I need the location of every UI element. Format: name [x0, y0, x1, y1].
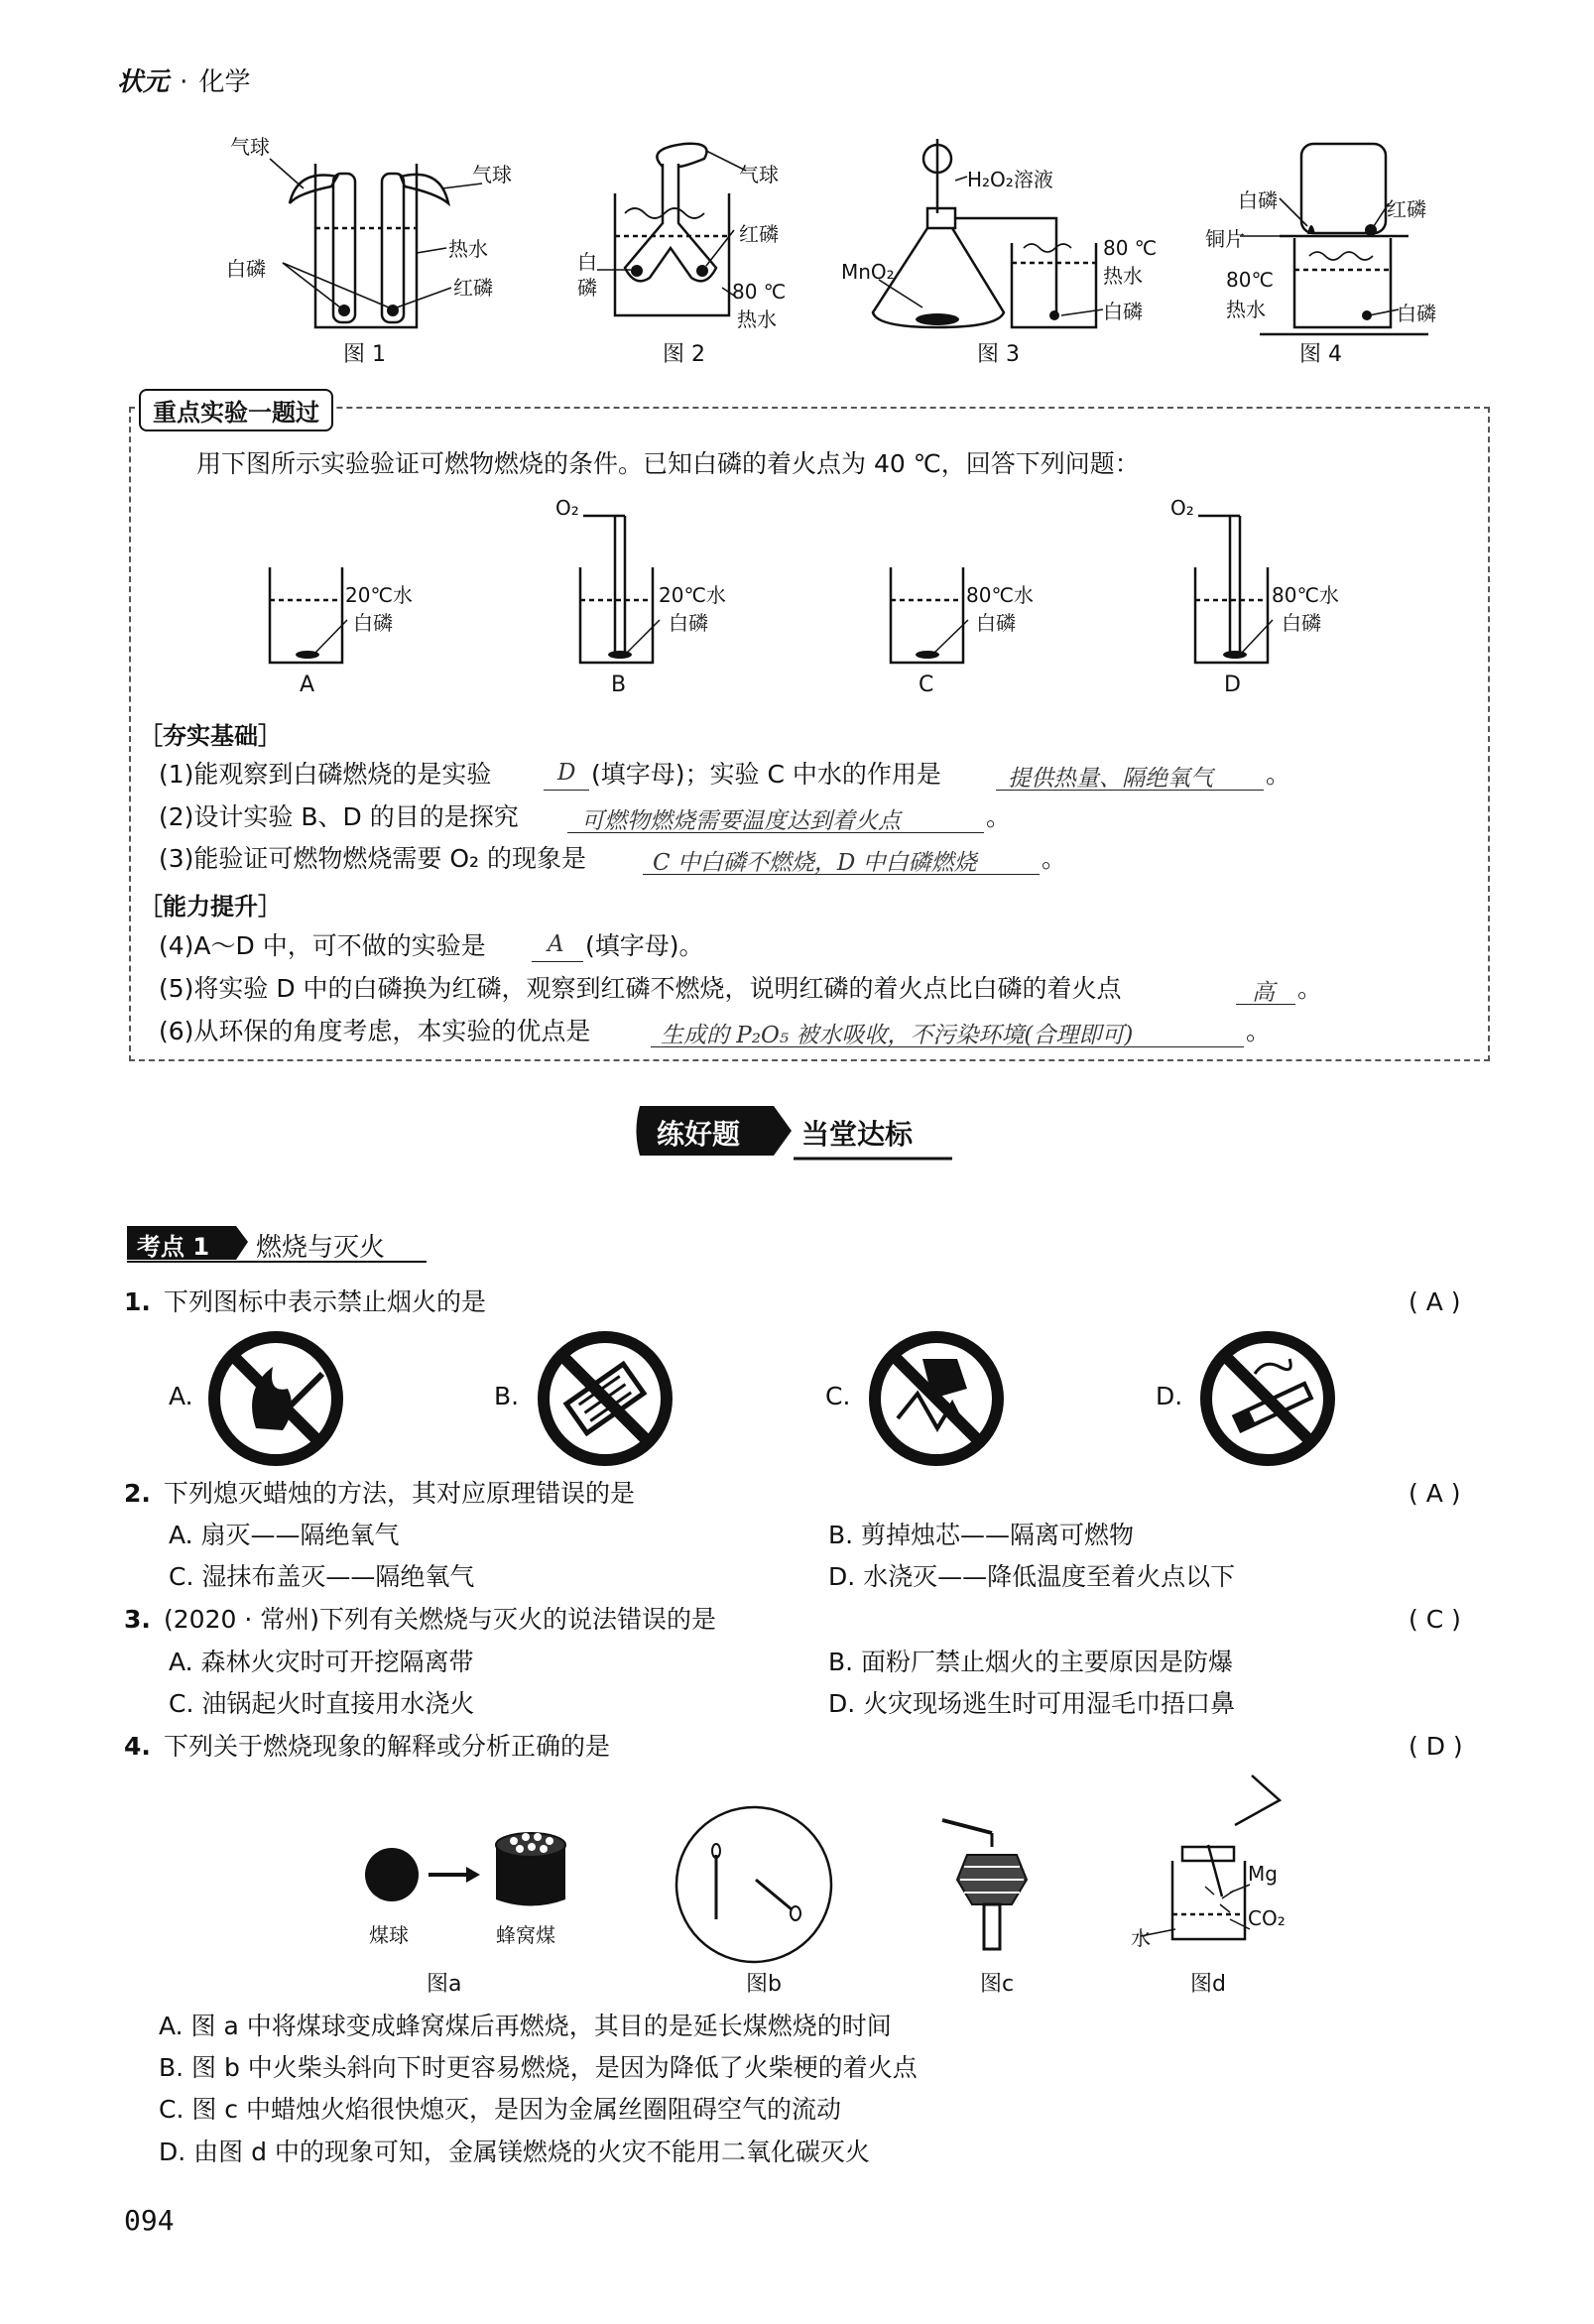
beaker-c-p: 白磷	[976, 611, 1016, 635]
beaker-d-water: 80℃水	[1272, 583, 1339, 607]
fig4-caption: 图 4	[1299, 342, 1342, 367]
question-4-answer: ( D )	[1409, 1732, 1463, 1761]
fig3-label-h2o2: H₂O₂溶液	[967, 168, 1053, 191]
beaker-b-o2: O₂	[555, 496, 579, 520]
fig4-label-copper: 铜片	[1205, 227, 1245, 251]
question-4-number: 4.	[124, 1732, 151, 1761]
beaker-d-p: 白磷	[1282, 611, 1321, 635]
fig1-label-white-p: 白磷	[226, 257, 266, 281]
q2-option-a: A. 扇灭——隔绝氧气	[169, 1521, 400, 1549]
fig-d-caption: 图d	[1190, 1972, 1226, 1997]
question-2-number: 2.	[124, 1479, 151, 1508]
fig-a-caption: 图a	[427, 1972, 462, 1997]
q1-option-b: B.	[494, 1382, 520, 1410]
practice-banner-right: 当堂达标	[801, 1118, 914, 1151]
fig3-caption: 图 3	[977, 342, 1020, 367]
fig3-label-hot-water: 热水	[1103, 264, 1143, 288]
figure-d-mg	[0, 0, 1, 1]
question-1-text: 下列图标中表示禁止烟火的是	[164, 1287, 487, 1316]
q3-part-a: (3)能验证可燃物燃烧需要 O₂ 的现象是	[159, 844, 587, 873]
question-3-answer: ( C )	[1409, 1605, 1461, 1634]
fig2-label-white-1: 白	[577, 250, 597, 274]
fig1-caption: 图 1	[343, 342, 386, 367]
q3-answer: C 中白磷不燃烧，D 中白磷燃烧	[653, 850, 977, 876]
fig-b-caption: 图b	[746, 1972, 782, 1997]
beaker-a-p: 白磷	[353, 611, 393, 635]
fig-a-label-honeycomb: 蜂窝煤	[496, 1923, 555, 1947]
q4-part-b: (填字母)。	[585, 931, 704, 960]
fig2-label-white-2: 磷	[577, 276, 597, 300]
q5-answer: 高	[1252, 980, 1275, 1006]
key-experiment-title	[139, 389, 333, 431]
question-3-text: (2020 · 常州)下列有关燃烧与灭火的说法错误的是	[164, 1605, 716, 1634]
beaker-b-water: 20℃水	[659, 583, 726, 607]
fig4-label-80c: 80℃	[1226, 268, 1274, 292]
advanced-section-title: ［能力提升］	[139, 893, 282, 920]
fig3-label-80c: 80 ℃	[1103, 236, 1158, 260]
question-4-text: 下列关于燃烧现象的解释或分析正确的是	[164, 1732, 611, 1761]
fig2-label-red-p: 红磷	[739, 222, 779, 246]
q6-answer: 生成的 P₂O₅ 被水吸收，不污染环境(合理即可)	[661, 1023, 1134, 1048]
q3-option-d: D. 火灾现场逃生时可用湿毛巾捂口鼻	[828, 1689, 1236, 1718]
q2-option-d: D. 水浇灭——降低温度至着火点以下	[828, 1562, 1236, 1591]
key-exp-intro: 用下图所示实验验证可燃物燃烧的条件。已知白磷的着火点为 40 ℃，回答下列问题：	[196, 449, 1140, 478]
fig4-label-white-p-bottom: 白磷	[1397, 302, 1436, 325]
q4-part-a: (4)A～D 中，可不做的实验是	[159, 931, 486, 960]
fig4-label-red-p: 红磷	[1387, 197, 1426, 221]
q3-option-c: C. 油锅起火时直接用水浇火	[169, 1689, 475, 1718]
q1-answer-2: 提供热量、隔绝氧气	[1008, 766, 1213, 792]
q6-part-b: 。	[1246, 1017, 1272, 1045]
q4-answer: A	[548, 931, 564, 957]
beaker-a-label: A	[300, 673, 315, 697]
beaker-b-p: 白磷	[669, 611, 708, 635]
beaker-c-label: C	[919, 673, 934, 697]
fig2-caption: 图 2	[663, 342, 705, 367]
fig4-label-hot-water: 热水	[1226, 298, 1266, 321]
q2-option-b: B. 剪掉烛芯——隔离可燃物	[828, 1521, 1135, 1549]
q4-option-c: C. 图 c 中蜡烛火焰很快熄灭，是因为金属丝圈阻碍空气的流动	[159, 2095, 841, 2124]
fig4-label-white-p-top: 白磷	[1238, 188, 1278, 212]
fig1-label-balloon-left: 气球	[230, 135, 270, 159]
fig-c-caption: 图c	[980, 1972, 1015, 1997]
beaker-b-label: B	[611, 673, 627, 697]
key-experiment-box	[129, 407, 1490, 1061]
fig3-label-white-p: 白磷	[1103, 300, 1143, 323]
key-experiment-title-text: 重点实验一题过	[153, 399, 319, 427]
q1-option-a: A.	[169, 1382, 193, 1410]
practice-banner-left: 练好题	[657, 1118, 741, 1151]
basic-section-title: ［夯实基础］	[139, 722, 282, 750]
q1-part-a: (1)能观察到白磷燃烧的是实验	[159, 760, 492, 789]
q1-part-b: (填字母)；实验 C 中水的作用是	[591, 760, 941, 789]
question-3-number: 3.	[124, 1605, 151, 1634]
fig-d-label-co2: CO₂	[1248, 1906, 1286, 1930]
header-subject: 化学	[198, 67, 251, 97]
beaker-a-water: 20℃水	[345, 583, 413, 607]
q1-option-d: D.	[1156, 1382, 1183, 1410]
q1-answer-1: D	[557, 760, 576, 786]
question-1-number: 1.	[124, 1287, 151, 1316]
q5-part-a: (5)将实验 D 中的白磷换为红磷，观察到红磷不燃烧，说明红磷的着火点比白磷的着火点	[159, 974, 1122, 1003]
beaker-d-o2: O₂	[1170, 496, 1194, 520]
q3-option-a: A. 森林火灾时可开挖隔离带	[169, 1648, 474, 1676]
fig-d-label-mg: Mg	[1248, 1862, 1278, 1886]
fig2-label-balloon: 气球	[739, 163, 779, 186]
q1-part-c: 。	[1266, 760, 1291, 789]
q3-option-b: B. 面粉厂禁止烟火的主要原因是防爆	[828, 1648, 1234, 1676]
fig1-label-balloon-right: 气球	[472, 163, 512, 186]
q3-part-b: 。	[1042, 844, 1067, 873]
question-1-answer: ( A )	[1409, 1287, 1461, 1316]
q4-option-b: B. 图 b 中火柴头斜向下时更容易燃烧，是因为降低了火柴梗的着火点	[159, 2053, 918, 2082]
fig1-label-red-p: 红磷	[453, 276, 493, 300]
header-dot: ·	[180, 67, 188, 97]
header-brand: 状元	[117, 67, 170, 97]
q2-answer: 可燃物燃烧需要温度达到着火点	[581, 808, 901, 834]
q4-option-a: A. 图 a 中将煤球变成蜂窝煤后再燃烧，其目的是延长煤燃烧的时间	[159, 2012, 892, 2040]
beaker-c-water: 80℃水	[966, 583, 1034, 607]
fig2-label-hot-water: 热水	[737, 307, 777, 331]
q2-part-b: 。	[986, 802, 1012, 831]
topic-title: 燃烧与灭火	[256, 1233, 386, 1263]
q1-option-c: C.	[825, 1382, 851, 1410]
fig2-label-80c: 80 ℃	[732, 280, 787, 304]
q2-option-c: C. 湿抹布盖灭——隔绝氧气	[169, 1562, 475, 1591]
question-2-text: 下列熄灭蜡烛的方法，其对应原理错误的是	[164, 1479, 636, 1508]
fig1-label-hot-water: 热水	[448, 237, 488, 261]
fig-d-label-water: 水	[1131, 1926, 1151, 1950]
page-header	[117, 61, 250, 98]
q4-option-d: D. 由图 d 中的现象可知，金属镁燃烧的火灾不能用二氧化碳灭火	[159, 2138, 870, 2166]
topic-label: 考点 1	[137, 1233, 210, 1261]
q5-part-b: 。	[1297, 974, 1323, 1003]
question-2-answer: ( A )	[1409, 1479, 1461, 1508]
beaker-d-label: D	[1224, 673, 1241, 697]
q2-part-a: (2)设计实验 B、D 的目的是探究	[159, 802, 519, 831]
page-number: 094	[124, 2204, 175, 2237]
fig3-label-mno2: MnO₂	[841, 260, 895, 284]
fig-a-label-coal-ball: 煤球	[369, 1923, 409, 1947]
q6-part-a: (6)从环保的角度考虑，本实验的优点是	[159, 1017, 591, 1045]
